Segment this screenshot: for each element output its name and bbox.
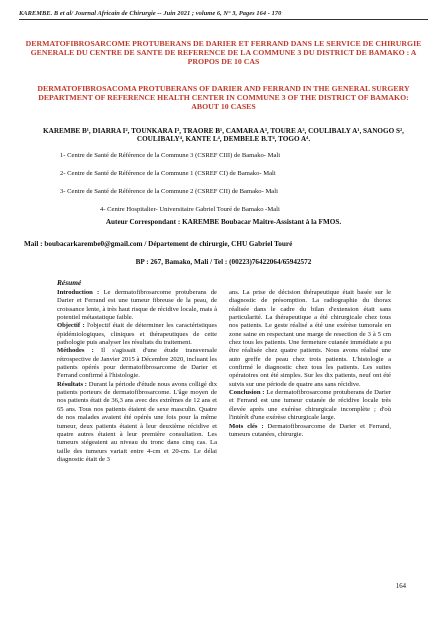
section-label: Introduction :	[57, 289, 100, 296]
abstract-paragraph	[229, 389, 391, 422]
section-text: Le dermatofibrosarcome protuberans de Darier et Ferrand est une tumeur fibreuse de la peau, de croissance lente, à très haut risque de récidive locale, mais à potentiel métastatique faible.	[57, 289, 217, 322]
section-label: Méthodes :	[57, 347, 94, 355]
abstract-paragraph	[229, 423, 391, 440]
section-text: Durant la période d'étude nous avons colligé dix patients porteurs de dermatofibrosarcome. L'âge moyen de nos patients était de 36,3 ans avec des extrêmes de 12 ans et 65 ans. Tous nos patients étaient de sexe masculin. Quatre de nos malades avaient été opérés une fois pour la même tumeur, deux patients étaient à leur deuxième récidive et quatre autres étaient à leur première consultation. Les tumeurs siégeaient au niveau du tronc dans cinq cas. La taille des tumeurs variait entre 4-cm et 20-cm. Le délai diagnostic était de 3	[57, 380, 217, 463]
section-text: Il s'agissait d'une étude transversale rétrospective de Janvier 2015 à Décembre 2020, incluant les patients opérés pour dermatofibrosarcome de Darier et Ferrand confirmé à l'histologie.	[57, 347, 217, 380]
postal-address-line: BP : 267, Bamako, Mali / Tel : (00223)76422064/65942572	[135, 258, 312, 266]
affiliation-item: 2- Centre de Santé de Référence de la Commune 1 (CSREF CI) de Bamako- Mali	[60, 170, 276, 177]
affiliation-list	[60, 152, 407, 214]
abstract-heading: Résumé	[57, 278, 82, 287]
affiliation-item: 3- Centre de Santé de Référence de la Commune 2 (CSREF CII) de Bamako- Mali	[60, 188, 278, 195]
page-number: 164	[395, 583, 406, 590]
author-list: KAREMBE B¹, DIARRA I², TOUNKARA I³, TRAORE B¹, CAMARA A³, TOURE A³, COULIBALY A¹, SANOGO S², COULIBALY⁴, KANTE L⁴, DEMBELE B.T⁴, TOGO A⁴.	[43, 127, 404, 144]
affiliation-item: 4- Centre Hospitalier- Universitaire Gabriel Touré de Bamako -Mali	[100, 206, 280, 213]
abstract-paragraph	[57, 322, 217, 347]
abstract-left-column	[57, 289, 217, 464]
section-text: l'objectif était de déterminer les caractéristiques épidémiologiques, cliniques et thérapeutiques de cette pathologie puis analyser les résultats du traitement.	[57, 322, 217, 347]
section-label: Résultats :	[57, 380, 87, 388]
section-label: Conclusion :	[229, 389, 265, 397]
abstract-paragraph	[229, 289, 391, 389]
abstract-paragraph	[57, 347, 217, 380]
section-label: Mots clés :	[229, 422, 264, 430]
section-label: Objectif :	[57, 322, 85, 330]
affiliation-item: 1- Centre de Santé de Référence de la Commune 3 (CSREF CIII) de Bamako- Mali	[60, 152, 281, 159]
contact-email-line: Mail : boubacarkarembe0@gmail.com / Département de chirurgie, CHU Gabriel Touré	[24, 240, 293, 248]
title-english: DERMATOFIBROSACOMA PROTUBERANS OF DARIER AND FERRAND IN THE GENERAL SURGERY DEPARTMENT OF REFERENCE HEALTH CENTER IN COMMUNE 3 OF THE DISTRICT OF BAMAKO: ABOUT 10 CASES	[37, 84, 410, 111]
title-french: DERMATOFIBROSARCOME PROTUBERANS DE DARIER ET FERRAND DANS LE SERVICE DE CHIRURGIE GENERALE DU CENTRE DE SANTE DE REFERENCE DE LA COMMUNE 3 DU DISTRICT DE BAMAKO : A PROPOS DE 10 CAS	[25, 39, 422, 66]
section-text: ans. La prise de décision thérapeutique était basée sur le diagnostic de présomption. La radiographie du thorax réalisée dans le cadre du bilan d'extension était sans particularité. La thérapeutique a été chirurgicale chez tous nos patients. Le geste réalisé a été une exérèse tumorale en zone saine en respectant une marge de resection de 3 à 5 cm chez tous les patients. Une fermeture cutanée immédiate a pu être réalisée chez quatre patients. Nous avons réalisé une auto greffe de peau chez trois patients. L'histologie a confirmé le diagnostic chez tous les patients. Les suites opératoires ont été simples. Sur les dix patients, neuf ont été suivis sur une période de quatre ans sans récidive.	[229, 289, 391, 388]
section-text: Dermatofibrosarcome de Darier et Ferrand, tumeurs cutanées, chirurgie.	[229, 422, 391, 438]
section-text: Le dermatofibrosarcome protuberans de Darier et Ferrand est une tumeur cutanée de récidive locale très élevée après une exérèse chirurgicale incomplète ; d'où l'intérêt d'une exérèse chirurgicale large.	[229, 389, 392, 422]
abstract-paragraph	[57, 381, 217, 464]
corresponding-author: Auteur Correspondant : KAREMBE Boubacar Maitre-Assistant à la FMOS.	[105, 218, 342, 226]
abstract-right-column	[229, 289, 391, 439]
abstract-paragraph	[57, 289, 217, 322]
running-head: KAREMBE. B et al/ Journal Africain de Chirurgie -- Juin 2021 ; volume 6, N° 3, Pages 164 - 170	[19, 10, 428, 20]
